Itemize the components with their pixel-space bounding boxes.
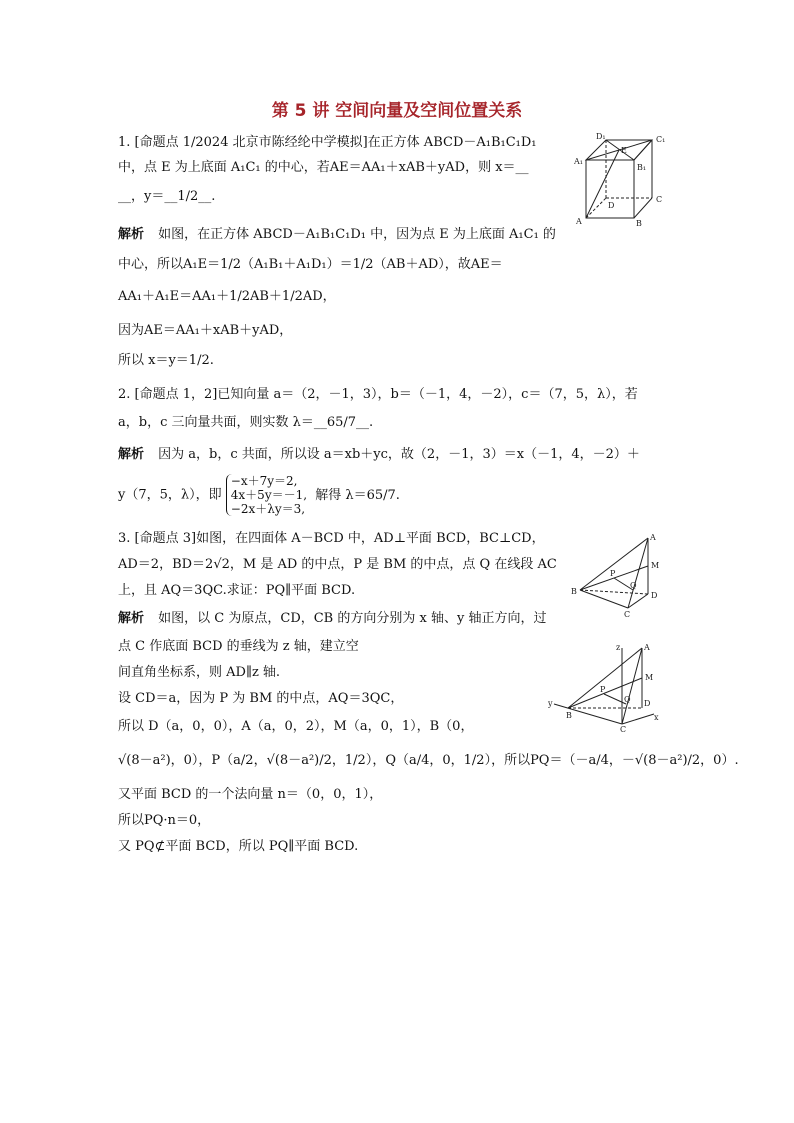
coord-label-a: A	[644, 643, 650, 652]
problem3-solution-line6: √(8－a²)，0），P（a/2，√(8－a²)/2，1/2），Q（a/4，0，1/2），所以PQ＝（－a/4，－√(8－a²)/2，0）.	[118, 753, 739, 768]
problem3-line3: 上，且 AQ＝3QC.求证：PQ∥平面 BCD.	[118, 583, 356, 598]
tetra-label-b: B	[571, 587, 577, 596]
problem3-solution-line9: 又 PQ⊄平面 BCD，所以 PQ∥平面 BCD.	[118, 839, 359, 854]
tetrahedron-figure	[570, 532, 670, 618]
problem2-solution-line1: 因为 a，b，c 共面，所以设 a＝xb＋yc，故（2，－1，3）＝x（－1，4，－2）＋	[158, 447, 640, 462]
cube-label-b: B	[636, 219, 642, 228]
problem1-solution-line5: 所以 x＝y＝1/2.	[118, 353, 214, 368]
problem2-line2: a，b，c 三向量共面，则实数 λ＝__65/7__.	[118, 415, 374, 430]
problem3-solution-line4: 设 CD＝a，因为 P 为 BM 的中点，AQ＝3QC，	[118, 691, 404, 706]
problem1-solution-line1: 如图，在正方体 ABCD－A₁B₁C₁D₁ 中，因为点 E 为上底面 A₁C₁ 的	[158, 227, 556, 242]
equation-3: −2x＋λy＝3,	[230, 502, 306, 516]
cube-label-c1: C₁	[656, 135, 666, 144]
problem2-solution-label: 解析	[118, 447, 145, 462]
cube-label-a: A	[576, 217, 582, 226]
problem1-solution-line4: 因为AE＝AA₁＋xAB＋yAD，	[118, 323, 293, 338]
equation-system	[226, 474, 307, 516]
coord-label-y: y	[548, 699, 553, 708]
page-title: 第 5 讲 空间向量及空间位置关系	[271, 101, 523, 121]
problem2-solution-line2b: 解得 λ＝65/7.	[315, 487, 400, 503]
problem3-solution-label: 解析	[118, 611, 145, 626]
tetra-label-c: C	[624, 610, 631, 618]
tetra-label-a: A	[650, 533, 656, 542]
problem3-line1: 3. [命题点 3]如图，在四面体 A－BCD 中，AD⊥平面 BCD，BC⊥CD，	[118, 531, 545, 546]
cube-label-d: D	[608, 201, 615, 210]
coord-label-x: x	[654, 713, 659, 722]
coord-label-p: P	[600, 685, 606, 694]
problem1-solution-label: 解析	[118, 227, 145, 242]
cube-label-e: E	[621, 146, 627, 155]
problem1-line3: __，y＝__1/2__.	[118, 189, 216, 204]
problem3-solution-line3: 间直角坐标系，则 AD∥z 轴.	[118, 665, 281, 680]
cube-label-d1: D₁	[596, 132, 606, 141]
problem1-solution-line2: 中心，所以A₁E＝1/2（A₁B₁＋A₁D₁）＝1/2（AB＋AD），故AE＝	[118, 257, 503, 272]
equation-2: 4x＋5y＝－1,	[230, 488, 308, 502]
cube-label-b1: B₁	[637, 163, 647, 172]
problem2-line1: 2. [命题点 1，2]已知向量 a＝（2，－1，3），b＝（－1，4，－2），c＝（7，5，λ），若	[118, 387, 638, 402]
problem3-solution-line5: 所以 D（a，0，0），A（a，0，2），M（a，0，1），B（0，	[118, 719, 474, 734]
coord-label-z: z	[616, 643, 621, 652]
equation-1: −x＋7y＝2,	[230, 474, 298, 488]
coord-label-c: C	[620, 725, 627, 732]
tetra-label-d: D	[651, 591, 658, 600]
coord-label-b: B	[566, 711, 572, 720]
problem3-solution-line1: 如图，以 C 为原点，CD，CB 的方向分别为 x 轴、y 轴正方向，过	[158, 611, 547, 626]
cube-label-c: C	[656, 195, 663, 204]
problem3-solution-line8: 所以PQ·n＝0，	[118, 813, 211, 828]
problem1-line1: 1. [命题点 1/2024 北京市陈经纶中学模拟]在正方体 ABCD－A₁B₁C₁D₁	[118, 135, 537, 150]
problem3-solution-line2: 点 C 作底面 BCD 的垂线为 z 轴，建立空	[118, 639, 359, 654]
coord-label-d: D	[644, 699, 651, 708]
problem3-solution-line7: 又平面 BCD 的一个法向量 n＝（0，0，1），	[118, 787, 383, 802]
tetra-label-q: Q	[630, 581, 637, 590]
tetra-label-m: M	[651, 561, 660, 570]
problem2-solution-line2a: y（7，5，λ），即	[118, 487, 222, 503]
problem1-line2: 中，点 E 为上底面 A₁C₁ 的中心，若AE＝AA₁＋xAB＋yAD，则 x＝__	[118, 160, 529, 175]
problem1-solution-line3: AA₁＋A₁E＝AA₁＋1/2AB＋1/2AD，	[118, 289, 336, 304]
coord-label-m: M	[645, 673, 654, 682]
coord-label-q: Q	[624, 695, 631, 704]
problem3-line2: AD＝2，BD＝2√2，M 是 AD 的中点，P 是 BM 的中点，点 Q 在线段 AC	[118, 557, 557, 572]
tetra-label-p: P	[610, 569, 616, 578]
cube-label-a1: A₁	[574, 157, 583, 166]
cube-figure	[574, 130, 684, 230]
coordinate-figure	[546, 642, 662, 732]
